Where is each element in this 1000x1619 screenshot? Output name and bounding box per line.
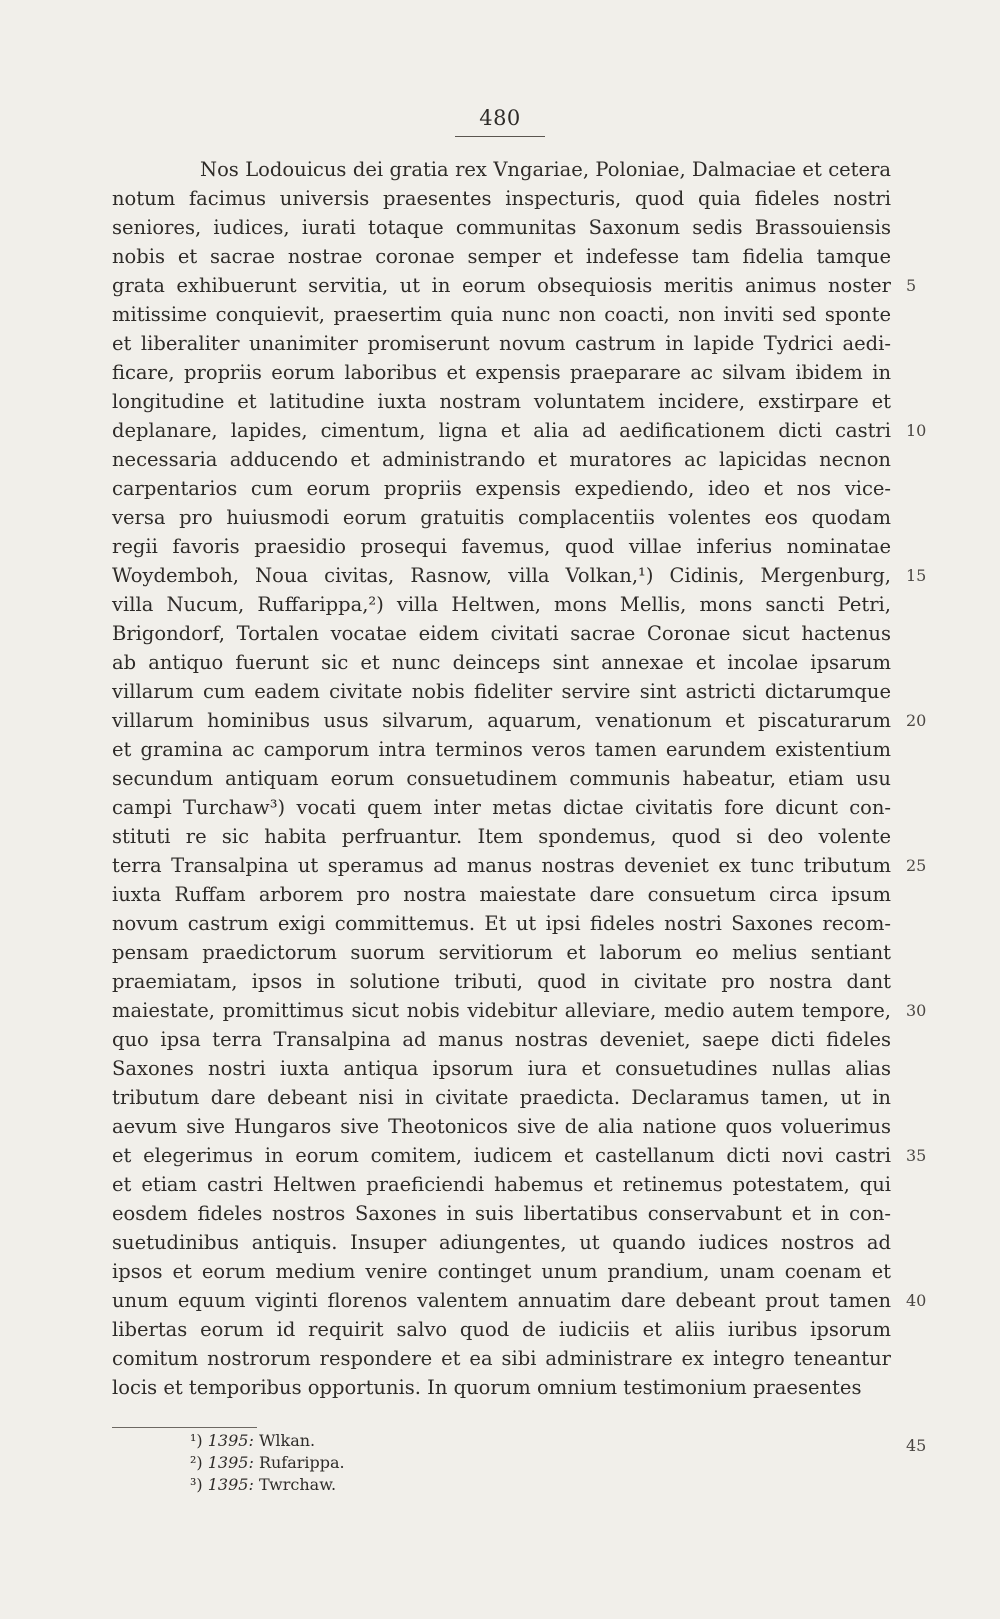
text-line: pensam praedictorum suorum servitiorum et laborum eo melius sentiant bbox=[112, 941, 891, 964]
text-line: Brigondorf, Tortalen vocatae eidem civitati sacrae Coronae sicut hactenus bbox=[112, 622, 891, 645]
text-line: secundum antiquam eorum consuetudinem communis habeatur, etiam usu bbox=[112, 767, 891, 790]
footnote-text: Rufarippa. bbox=[258, 1453, 345, 1472]
text-line: aevum sive Hungaros sive Theotonicos sive de alia natione quos voluerimus bbox=[112, 1115, 891, 1138]
text-line: et gramina ac camporum intra terminos veros tamen earundem existentium bbox=[112, 738, 891, 761]
text-line: Nos Lodouicus dei gratia rex Vngariae, Poloniae, Dalmaciae et cetera bbox=[200, 158, 891, 181]
text-line: maiestate, promittimus sicut nobis videbitur alleviare, medio autem tempore, bbox=[112, 999, 891, 1022]
line-number: 35 bbox=[906, 1146, 927, 1165]
footnote-mark: ³) bbox=[190, 1475, 208, 1494]
text-line: comitum nostrorum respondere et ea sibi administrare ex integro teneantur bbox=[112, 1347, 891, 1370]
text-line: villarum hominibus usus silvarum, aquarum, venationum et piscaturarum bbox=[112, 709, 891, 732]
page-number: 480 bbox=[479, 106, 521, 130]
text-line: grata exhibuerunt servitia, ut in eorum obsequiosis meritis animus noster bbox=[112, 274, 891, 297]
text-line: novum castrum exigi committemus. Et ut ipsi fideles nostri Saxones recom- bbox=[112, 912, 891, 935]
text-line: carpentarios cum eorum propriis expensis expediendo, ideo et nos vice- bbox=[112, 477, 891, 500]
text-line: Saxones nostri iuxta antiqua ipsorum iura et consuetudines nullas alias bbox=[112, 1057, 891, 1080]
text-line: deplanare, lapides, cimentum, ligna et alia ad aedificationem dicti castri bbox=[112, 419, 891, 442]
text-line: et liberaliter unanimiter promiserunt novum castrum in lapide Tydrici aedi- bbox=[112, 332, 891, 355]
text-line: villarum cum eadem civitate nobis fideliter servire sint astricti dictarumque bbox=[112, 680, 891, 703]
line-number: 30 bbox=[906, 1001, 927, 1020]
text-line: seniores, iudices, iurati totaque communitas Saxonum sedis Brassouiensis bbox=[112, 216, 891, 239]
text-line: campi Turchaw³) vocati quem inter metas dictae civitatis fore dicunt con- bbox=[112, 796, 891, 819]
footnote bbox=[190, 1474, 336, 1496]
footnote-year: 1395: bbox=[207, 1453, 254, 1472]
footnote-year: 1395: bbox=[207, 1431, 254, 1450]
text-line: mitissime conquievit, praesertim quia nunc non coacti, non inviti sed sponte bbox=[112, 303, 891, 326]
footnote bbox=[190, 1430, 315, 1452]
footnote-mark: ¹) bbox=[190, 1431, 208, 1450]
page-number-rule bbox=[455, 136, 545, 137]
text-line: libertas eorum id requirit salvo quod de iudiciis et aliis iuribus ipsorum bbox=[112, 1318, 891, 1341]
text-line: suetudinibus antiquis. Insuper adiungentes, ut quando iudices nostros ad bbox=[112, 1231, 891, 1254]
text-line: eosdem fideles nostros Saxones in suis libertatibus conservabunt et in con- bbox=[112, 1202, 891, 1225]
line-number: 20 bbox=[906, 711, 927, 730]
footnote-year: 1395: bbox=[207, 1475, 254, 1494]
text-line: terra Transalpina ut speramus ad manus nostras deveniet ex tunc tributum bbox=[112, 854, 891, 877]
text-line: stituti re sic habita perfruantur. Item spondemus, quod si deo volente bbox=[112, 825, 891, 848]
text-line: villa Nucum, Ruffarippa,²) villa Heltwen, mons Mellis, mons sancti Petri, bbox=[112, 593, 891, 616]
text-line: et elegerimus in eorum comitem, iudicem et castellanum dicti novi castri bbox=[112, 1144, 891, 1167]
text-line: praemiatam, ipsos in solutione tributi, quod in civitate pro nostra dant bbox=[112, 970, 891, 993]
text-line: locis et temporibus opportunis. In quorum omnium testimonium praesentes bbox=[112, 1376, 862, 1399]
text-line: ipsos et eorum medium venire continget unum prandium, unam coenam et bbox=[112, 1260, 891, 1283]
text-line: ficare, propriis eorum laboribus et expensis praeparare ac silvam ibidem in bbox=[112, 361, 891, 384]
line-number: 5 bbox=[906, 276, 917, 295]
text-line: tributum dare debeant nisi in civitate praedicta. Declaramus tamen, ut in bbox=[112, 1086, 891, 1109]
line-number: 15 bbox=[906, 566, 927, 585]
text-line: quo ipsa terra Transalpina ad manus nostras deveniet, saepe dicti fideles bbox=[112, 1028, 891, 1051]
text-line: et etiam castri Heltwen praeficiendi habemus et retinemus potestatem, qui bbox=[112, 1173, 891, 1196]
text-line: notum facimus universis praesentes inspecturis, quod quia fideles nostri bbox=[112, 187, 891, 210]
footnote-mark: ²) bbox=[190, 1453, 208, 1472]
text-line: regii favoris praesidio prosequi favemus, quod villae inferius nominatae bbox=[112, 535, 891, 558]
text-line: versa pro huiusmodi eorum gratuitis complacentiis volentes eos quodam bbox=[112, 506, 891, 529]
text-line: necessaria adducendo et administrando et muratores ac lapicidas necnon bbox=[112, 448, 891, 471]
line-number: 40 bbox=[906, 1291, 927, 1310]
footnote-text: Wlkan. bbox=[258, 1431, 316, 1450]
line-number: 45 bbox=[906, 1436, 927, 1455]
footnote-text: Twrchaw. bbox=[258, 1475, 337, 1494]
text-line: unum equum viginti florenos valentem annuatim dare debeant prout tamen bbox=[112, 1289, 891, 1312]
line-number: 10 bbox=[906, 421, 927, 440]
text-line: ab antiquo fuerunt sic et nunc deinceps sint annexae et incolae ipsarum bbox=[112, 651, 891, 674]
text-line: Woydemboh, Noua civitas, Rasnow, villa Volkan,¹) Cidinis, Mergenburg, bbox=[112, 564, 891, 587]
text-line: iuxta Ruffam arborem pro nostra maiestate dare consuetum circa ipsum bbox=[112, 883, 891, 906]
text-line: nobis et sacrae nostrae coronae semper et indefesse tam fidelia tamque bbox=[112, 245, 891, 268]
footnote-rule bbox=[112, 1427, 257, 1428]
text-line: longitudine et latitudine iuxta nostram voluntatem incidere, exstirpare et bbox=[112, 390, 891, 413]
line-number: 25 bbox=[906, 856, 927, 875]
footnote bbox=[190, 1452, 345, 1474]
